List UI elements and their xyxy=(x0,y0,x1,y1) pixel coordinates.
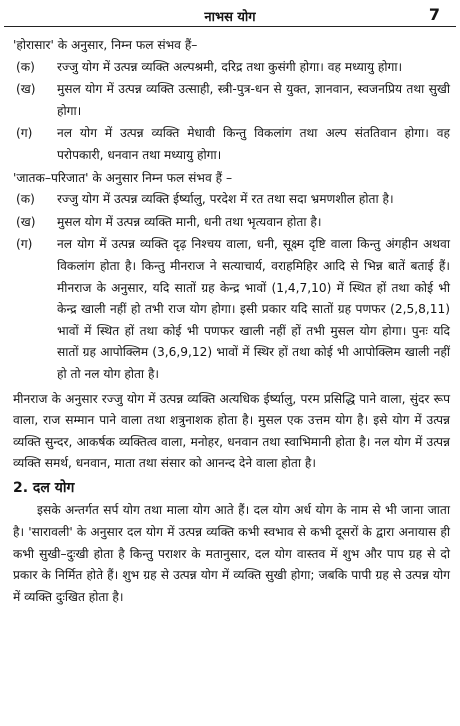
item-label: (क) xyxy=(16,192,35,207)
list-item xyxy=(13,79,450,122)
list-item xyxy=(13,234,450,385)
item-text: रज्जु योग में उत्पन्न व्यक्ति ईर्ष्यालु, परदेश में रत तथा सदा भ्रमणशील होता है। xyxy=(57,192,394,207)
item-text: रज्जु योग में उत्पन्न व्यक्ति अल्पश्रमी, दरिद्र तथा कुसंगी होगा। वह मध्यायु होगा। xyxy=(57,59,403,74)
horasara-intro: 'होरासार' के अनुसार, निम्न फल संभव हैं– xyxy=(13,38,198,52)
list-item xyxy=(13,123,450,166)
item-text: मुसल योग में उत्पन्न व्यक्ति उत्साही, स्त्री-पुत्र-धन से युक्त, ज्ञानवान, स्वजनप्रिय तथा सुखी होगा। xyxy=(57,82,450,118)
item-text: मुसल योग में उत्पन्न व्यक्ति मानी, धनी तथा भृत्यवान होता है। xyxy=(57,214,322,229)
page-number: 7 xyxy=(428,5,440,24)
item-label: (ग) xyxy=(16,126,33,141)
header-rule xyxy=(4,26,456,27)
meenraj-paragraph: मीनराज के अनुसार रज्जु योग में उत्पन्न व्यक्ति अत्यधिक ईर्ष्यालु, परम प्रसिद्धि पाने वाला, सुंदर रूप वाला, राज सम्मान पाने वाला तथा शत्रुनाशक होता है। मुसल एक उत्तम योग है। इसे योग में उत्पन्न व्यक्ति सुन्दर, आकर्षक व्यक्तित्व वाला, मनोहर, धनवान तथा स्वाभिमानी होता है। नल योग में उत्पन्न व्यक्ति समर्थ, धनवान, माता तथा संसार को आनन्द देने वाला होता है। xyxy=(13,391,450,471)
item-label: (ख) xyxy=(16,82,36,97)
item-label: (ग) xyxy=(16,237,33,252)
page-body xyxy=(13,33,450,608)
dal-yoga-paragraph: इसके अन्तर्गत सर्प योग तथा माला योग आते हैं। दल योग अर्ध योग के नाम से भी जाना जाता है। 'सारावली' के अनुसार दल योग में उत्पन्न व्यक्ति कभी स्वभाव से कभी दूसरों के द्वारा अनायास ही कभी सुखी–दुःखी होता है किन्तु पराशर के मतानुसार, दल योग वास्तव में शुभ और पाप ग्रह से दो प्रकार के निर्मित होते हैं। शुभ ग्रह से उत्पन्न योग में व्यक्ति सुखी होगा; जबकि पापी ग्रह से उत्पन्न योग में व्यक्ति दुःखित होता है। xyxy=(13,503,450,604)
jataka-intro: 'जातक–परिजात' के अनुसार निम्न फल संभव हैं – xyxy=(13,170,233,185)
section-heading: 2. दल योग xyxy=(13,479,75,496)
list-item xyxy=(13,57,450,79)
item-text: नल योग में उत्पन्न व्यक्ति मेधावी किन्तु विकलांग तथा अल्प संततिवान होगा। वह परोपकारी, धनवान तथा मध्यायु होगा। xyxy=(57,126,450,162)
item-label: (ख) xyxy=(16,214,36,229)
running-title: नाभस योग xyxy=(204,10,256,25)
item-text: नल योग में उत्पन्न व्यक्ति दृढ़ निश्चय वाला, धनी, सूक्ष्म दृष्टि वाला किन्तु अंगहीन अथवा विकलांग होता है। किन्तु मीनराज ने सत्याचार्य, वराहमिहिर आदि से भिन्न बातें बताई हैं। मीनराज के अनुसार, यदि सातों ग्रह केन्द्र भावों (1,4,7,10) में स्थित हों तथा कोई भी केन्द्र खाली नहीं हो तभी राज योग होगा। इसी प्रकार यदि सातों ग्रह पणफर (2,5,8,11) भावों में स्थित हों तथा कोई भी पणफर खाली नहीं हों तभी मुसल योग होगा। पुनः यदि सातों ग्रह आपोक्लिम (3,6,9,12) भावों में स्थिर हों तथा कोई भी आपोक्लिम खाली नहीं हो तो नल योग होता है। xyxy=(57,237,450,381)
item-label: (क) xyxy=(16,59,35,74)
list-item xyxy=(13,189,450,211)
page-header xyxy=(0,6,460,26)
list-item xyxy=(13,212,450,234)
